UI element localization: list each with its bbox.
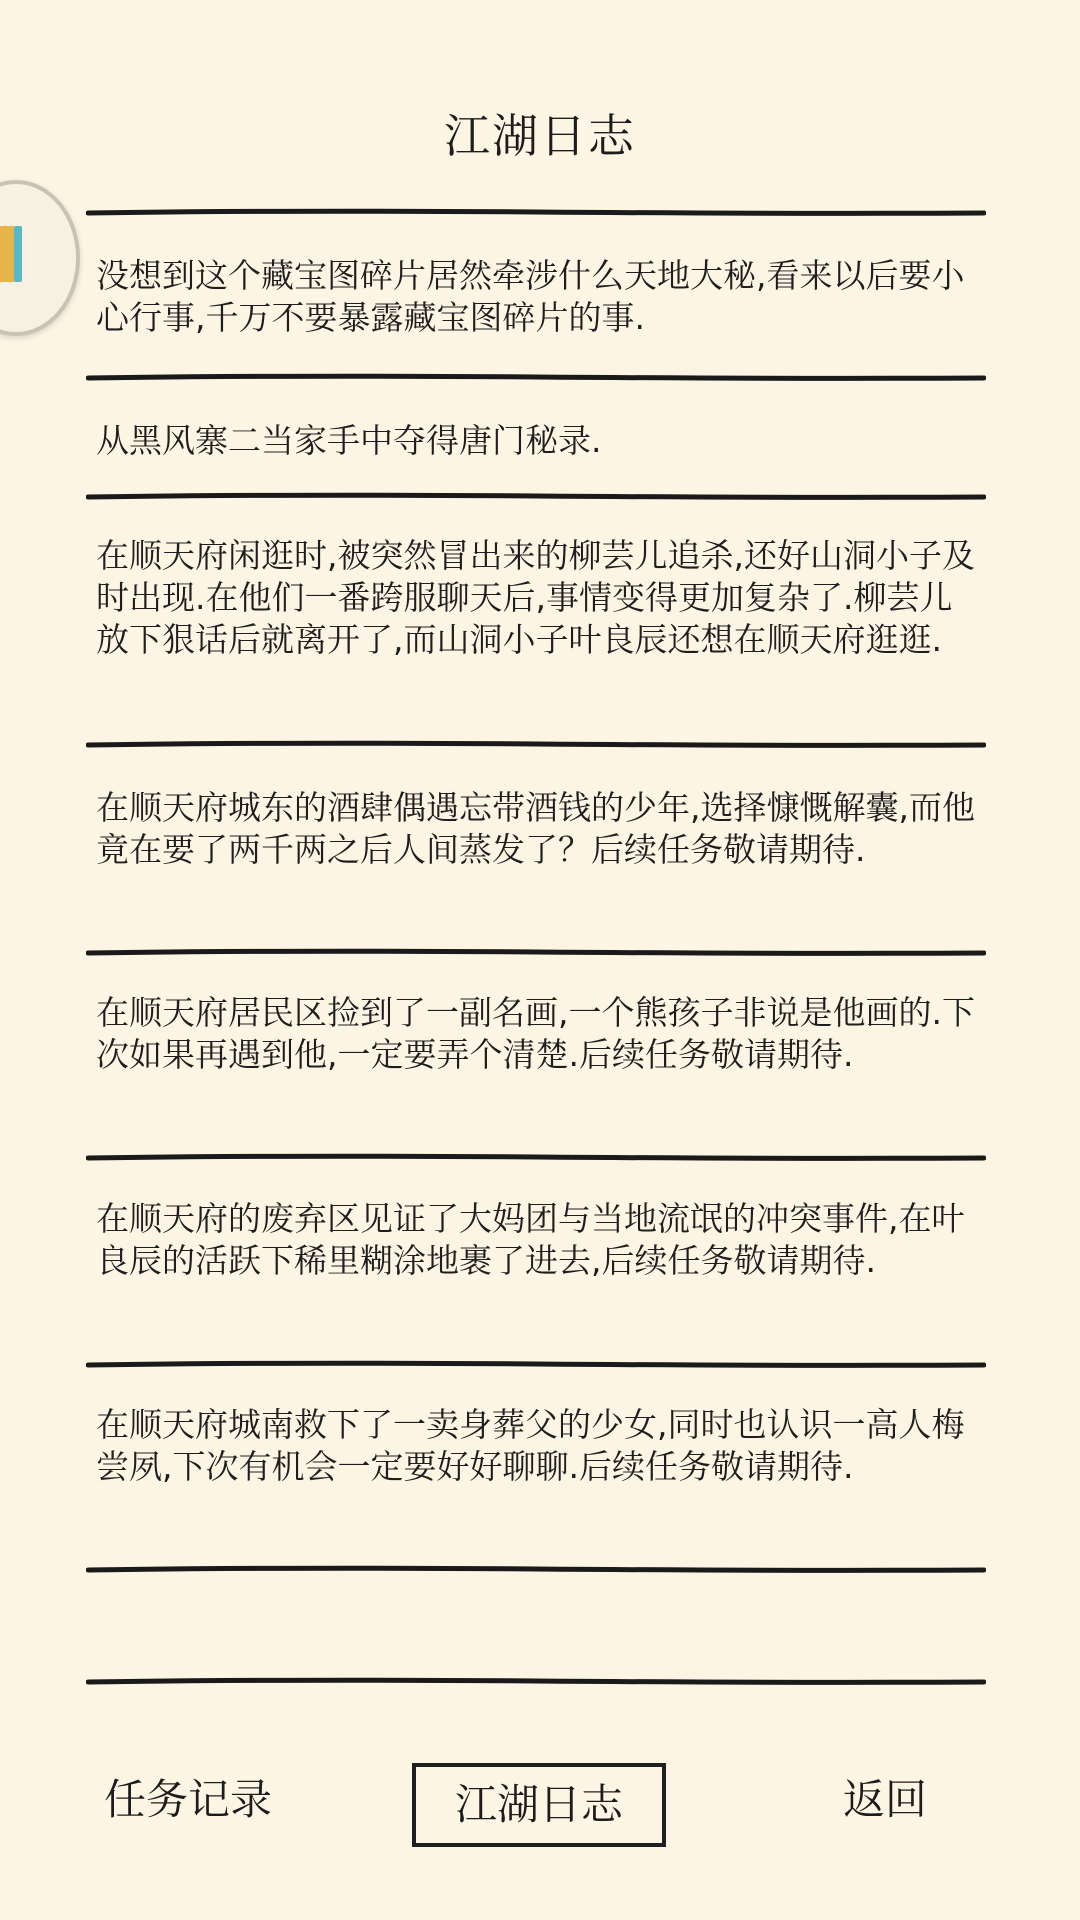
back-button[interactable]: 返回	[843, 1775, 928, 1824]
app-logo-accent	[14, 226, 22, 282]
divider	[86, 1563, 986, 1577]
journal-entry: 在顺天府城东的酒肆偶遇忘带酒钱的少年,选择慷慨解囊,而他竟在要了两千两之后人间蒸发了？后续任务敬请期待.	[96, 788, 975, 869]
task-record-tab[interactable]: 任务记录	[104, 1775, 273, 1824]
floating-assistant-button[interactable]	[0, 180, 80, 336]
page-title: 江湖日志	[444, 109, 636, 163]
journal-entry: 在顺天府居民区捡到了一副名画,一个熊孩子非说是他画的.下次如果再遇到他,一定要弄个清楚.后续任务敬请期待.	[96, 993, 975, 1074]
journal-entry: 从黑风寨二当家手中夺得唐门秘录.	[96, 421, 602, 460]
divider	[86, 490, 986, 504]
divider	[86, 1151, 986, 1165]
journal-entry: 在顺天府闲逛时,被突然冒出来的柳芸儿追杀,还好山洞小子及时出现.在他们一番跨服聊天后,事情变得更加复杂了.柳芸儿放下狠话后就离开了,而山洞小子叶良辰还想在顺天府逛逛.	[96, 536, 975, 659]
divider	[86, 371, 986, 385]
journal-entry: 在顺天府城南救下了一卖身葬父的少女,同时也认识一高人梅尝夙,下次有机会一定要好好聊聊.后续任务敬请期待.	[96, 1405, 965, 1486]
divider	[86, 1675, 986, 1689]
journal-entry: 在顺天府的废弃区见证了大妈团与当地流氓的冲突事件,在叶良辰的活跃下稀里糊涂地裹了进去,后续任务敬请期待.	[96, 1199, 965, 1280]
divider	[86, 1358, 986, 1372]
divider	[86, 946, 986, 960]
journal-tab-active[interactable]: 江湖日志	[412, 1763, 666, 1847]
journal-entry: 没想到这个藏宝图碎片居然牵涉什么天地大秘,看来以后要小心行事,千万不要暴露藏宝图碎片的事.	[96, 256, 965, 337]
divider	[86, 738, 986, 752]
divider	[86, 206, 986, 220]
